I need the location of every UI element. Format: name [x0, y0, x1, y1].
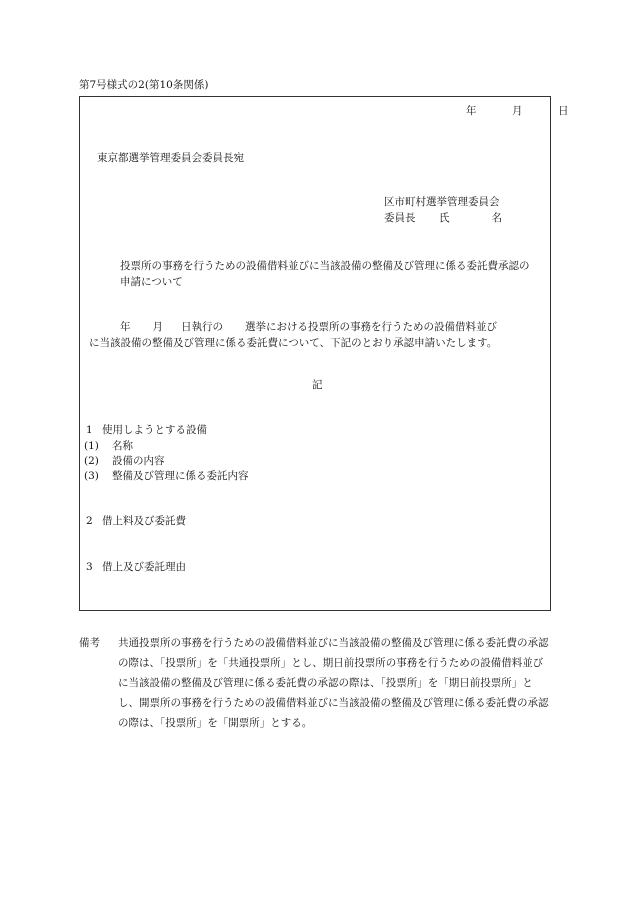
- sender-name-label: 氏 名: [439, 212, 502, 224]
- item-label: 使用しようとする設備: [102, 424, 207, 436]
- sub-item-2: [84, 455, 165, 468]
- sub-item-label: 整備及び管理に係る委託内容: [112, 470, 249, 482]
- item-number: 1: [86, 424, 93, 436]
- sub-item-label: 名称: [112, 440, 133, 452]
- item-3: [86, 561, 186, 574]
- addressee: 東京都選挙管理委員会委員長宛: [97, 152, 244, 164]
- sub-item-3: [84, 470, 249, 483]
- item-number: 2: [86, 515, 93, 527]
- sender-organization: 区市町村選挙管理委員会: [384, 196, 500, 208]
- subject-title: 投票所の事務を行うための設備借料並びに当該設備の整備及び管理に係る委託費承認の申請について: [120, 260, 530, 288]
- sub-item-number: (3): [84, 470, 99, 482]
- item-number: 3: [86, 561, 93, 573]
- date-line: [466, 105, 581, 118]
- remarks-text: 共通投票所の事務を行うための設備借料並びに当該設備の整備及び管理に係る委託費の承認の際は、「投票所」を「共通投票所」とし、期日前投票所の事務を行うための設備借料並びに当該設備の整備及び管理に係る委託費の承認の際は、「投票所」を「期日前投票所」とし、開票所の事務を行うための設備借料並びに当該設備の整備及び管理に係る委託費の承認の際は、「投票所」を「開票所」とする。: [118, 637, 549, 729]
- sub-item-number: (2): [84, 455, 99, 467]
- date-year: 年: [466, 105, 477, 117]
- body-year: 年: [120, 321, 131, 333]
- item-2: [86, 515, 186, 528]
- item-1: [86, 424, 207, 437]
- date-day: 日: [558, 105, 569, 117]
- body-rest-line1: 選挙における投票所の事務を行うための設備借料並び: [245, 321, 497, 333]
- sub-item-label: 設備の内容: [112, 455, 165, 467]
- sender-title: 委員長: [384, 212, 416, 224]
- sender-signature-line: [384, 212, 502, 225]
- item-label: 借上料及び委託費: [102, 515, 186, 527]
- application-body: [89, 319, 551, 351]
- sub-item-number: (1): [84, 440, 99, 452]
- application-form-frame: [79, 96, 551, 611]
- body-line-2: に当該設備の整備及び管理に係る委託費について、下記のとおり承認申請いたします。: [89, 337, 498, 349]
- form-number-label: 第7号様式の2(第10条関係): [79, 79, 209, 91]
- item-label: 借上及び委託理由: [102, 561, 186, 573]
- body-month: 月: [152, 321, 163, 333]
- sub-item-1: [84, 440, 133, 453]
- date-month: 月: [512, 105, 523, 117]
- body-line-1: [89, 319, 551, 335]
- kigo-heading: 記: [312, 379, 323, 391]
- body-day-text: 日執行の: [181, 321, 223, 333]
- remarks-heading: 備考: [79, 637, 100, 649]
- remarks-note: [79, 633, 551, 733]
